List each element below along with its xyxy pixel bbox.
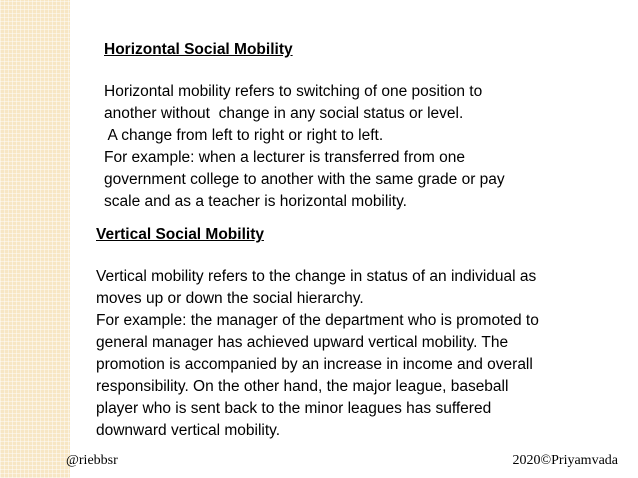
vertical-mobility-section	[96, 224, 539, 442]
vertical-mobility-text	[96, 266, 539, 442]
text-line: responsibility. On the other hand, the major league, baseball	[96, 378, 509, 395]
text-line: promotion is accompanied by an increase in income and overall	[96, 356, 533, 373]
text-line: downward vertical mobility.	[96, 422, 281, 439]
footer-handle: @riebbsr	[66, 453, 118, 468]
text-line: For example: when a lecturer is transferred from one	[104, 149, 465, 166]
footer-copyright: 2020©Priyamvada	[512, 453, 618, 468]
decorative-side-band	[0, 0, 70, 478]
text-line: For example: the manager of the department who is promoted to	[96, 312, 539, 329]
text-line: player who is sent back to the minor leagues has suffered	[96, 400, 492, 417]
text-line: general manager has achieved upward vertical mobility. The	[96, 334, 509, 351]
text-line: moves up or down the social hierarchy.	[96, 290, 364, 307]
text-line: scale and as a teacher is horizontal mobility.	[104, 193, 407, 210]
text-line: Vertical mobility refers to the change in status of an individual as	[96, 268, 537, 285]
vertical-mobility-heading: Vertical Social Mobility	[96, 226, 264, 243]
text-line: A change from left to right or right to left.	[104, 127, 384, 144]
text-line: another without change in any social status or level.	[104, 105, 464, 122]
horizontal-mobility-heading: Horizontal Social Mobility	[104, 41, 293, 58]
text-line: Horizontal mobility refers to switching of one position to	[104, 83, 483, 100]
horizontal-mobility-section	[104, 39, 505, 213]
text-line: government college to another with the same grade or pay	[104, 171, 505, 188]
horizontal-mobility-text	[104, 81, 505, 213]
